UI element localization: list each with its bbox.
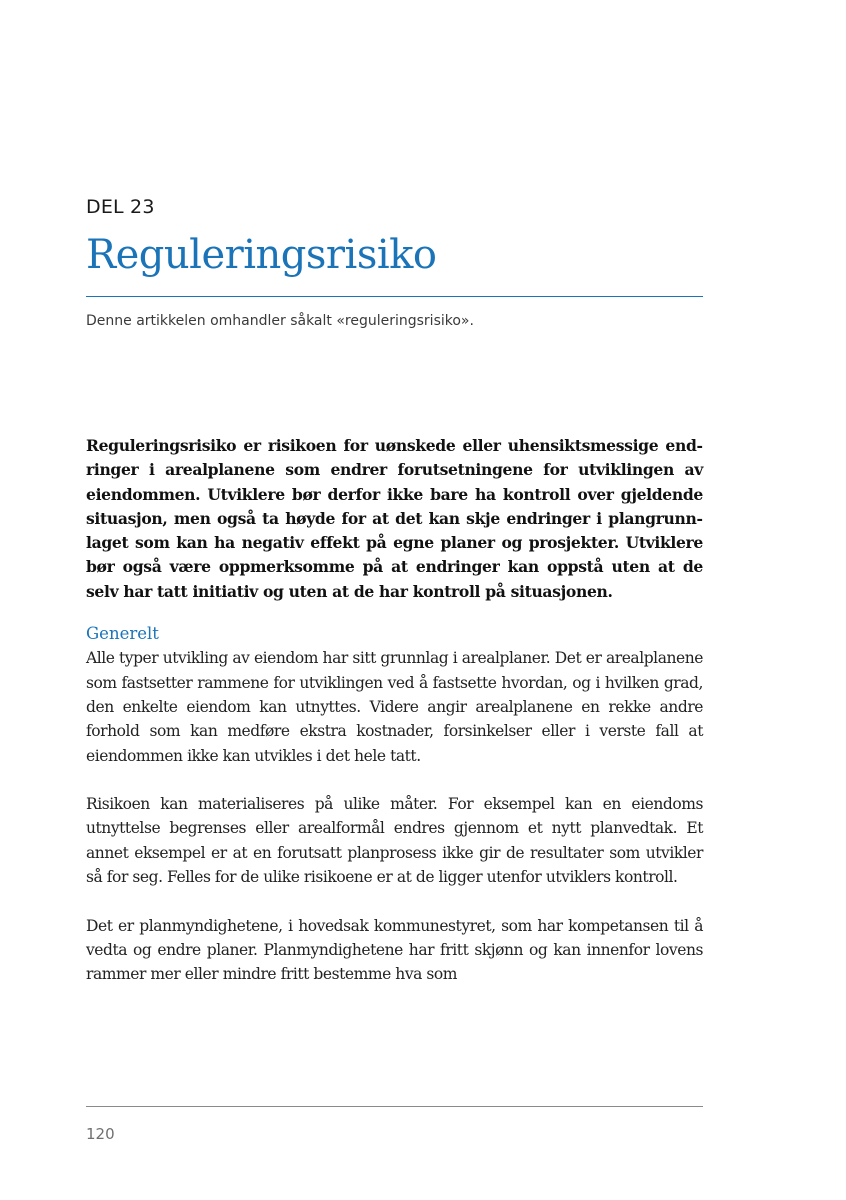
body-paragraph: Risikoen kan materialiseres på ulike måter. For eksempel kan en eiendoms utnyttelse begrenses eller arealformål endres gjennom et nytt planvedtak. Et annet eksempel er at en forutsatt planprosess ikke gir de resultater som utvikler så for seg. Felles for de ulike risikoene er at de ligger utenfor utviklers kontroll. — [86, 795, 703, 887]
article-subtitle: Denne artikkelen omhandler såkalt «reguleringsrisiko». — [86, 313, 474, 329]
body-paragraph: Det er planmyndighetene, i hovedsak kommunestyret, som har kompetansen til å vedta og endre planer. Planmyndighetene har fritt skjønn og kan innenfor lovens rammer mer eller mindre fritt bestemme hva som — [86, 916, 703, 984]
lead-paragraph: Reguleringsrisiko er risikoen for uønskede eller uhensiktsmessige endringer i arealplanene som endrer forutsetningene for utviklingen av eiendommen. Utviklere bør derfor ikke bare ha kontroll over gjeldende situasjon, men også ta høyde for at det kan skje endringer i plangrunnlaget som kan ha negativ effekt på egne planer og prosjekter. Utviklere bør også være oppmerksomme på at endringer kan oppstå uten at de selv har tatt initiativ og uten at de har kontroll på situasjonen. — [86, 436, 703, 601]
body-paragraph: Alle typer utvikling av eiendom har sitt grunnlag i arealplaner. Det er arealplanene som fastsetter rammene for utviklingen ved å fastsette hvordan, og i hvilken grad, den enkelte eiendom kan utnyttes. Videre angir arealplanene en rekke andre forhold som kan medføre ekstra kostnader, forsinkelser eller i verste fall at eiendommen ikke kan utvikles i det hele tatt. — [86, 649, 703, 765]
article-body — [86, 434, 703, 987]
page-number: 120 — [86, 1125, 115, 1143]
part-label: DEL 23 — [86, 196, 155, 218]
footer-divider — [86, 1106, 703, 1107]
page-title: Reguleringsrisiko — [86, 232, 437, 278]
section-heading-generelt: Generelt — [86, 624, 159, 644]
document-page — [86, 0, 703, 1200]
title-divider — [86, 296, 703, 297]
